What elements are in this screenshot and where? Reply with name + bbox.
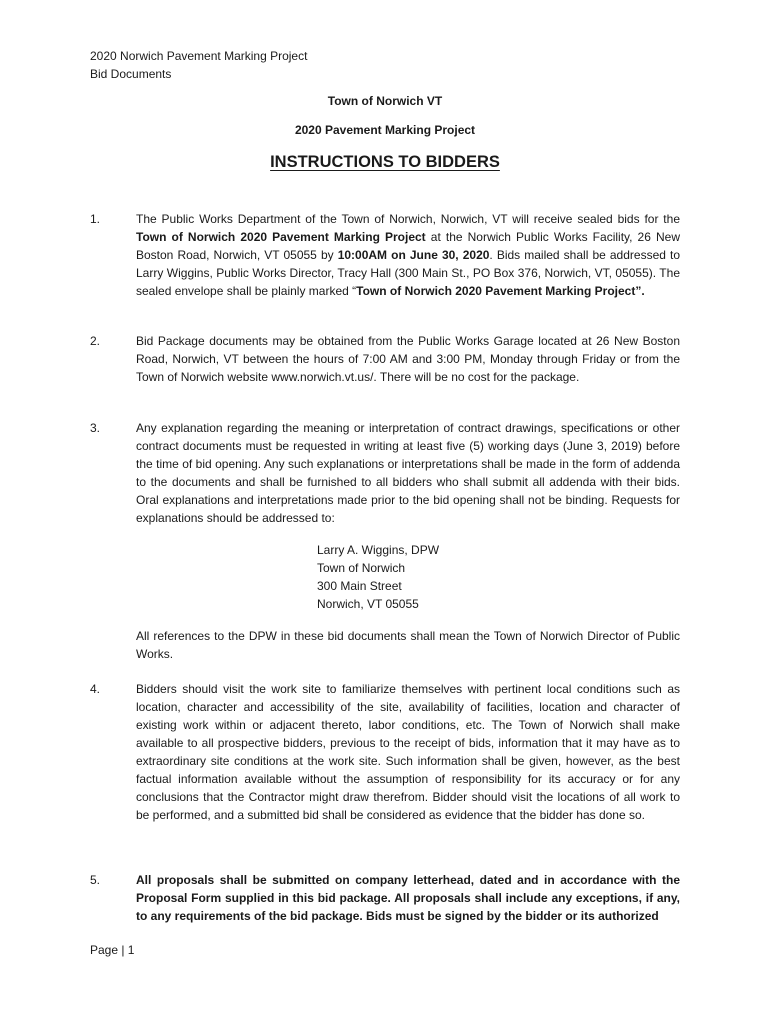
item-number: 5. xyxy=(90,873,101,887)
page-number: Page | 1 xyxy=(90,943,135,957)
text-run: at the Norwich Public Works Facility, 26 New Boston Road, Norwich, VT 05055 by xyxy=(136,230,680,262)
item-text xyxy=(136,210,680,300)
item-text: All proposals shall be submitted on company letterhead, dated and in accordance with the Proposal Form supplied in this bid package. All proposals shall include any exceptions, if any, to any requirements of the bid package. Bids must be signed by the bidder or its authorized xyxy=(136,873,680,923)
title-org: Town of Norwich VT xyxy=(327,94,443,108)
bold-envelope-marking: Town of Norwich 2020 Pavement Marking Project”. xyxy=(356,284,645,298)
header-project-line: 2020 Norwich Pavement Marking Project xyxy=(90,49,308,63)
text-run: The Public Works Department of the Town of Norwich, Norwich, VT will receive sealed bids for the xyxy=(136,212,680,226)
bold-deadline: 10:00AM on June 30, 2020 xyxy=(337,248,490,262)
address-line: Norwich, VT 05055 xyxy=(317,597,419,611)
item-number: 2. xyxy=(90,334,101,348)
running-header xyxy=(90,47,307,83)
item-text: Bid Package documents may be obtained from the Public Works Garage located at 26 New Boston Road, Norwich, VT between the hours of 7:00 AM and 3:00 PM, Monday through Friday or from the Town of Norwich website www.norwich.vt.us/. There will be no cost for the package. xyxy=(136,334,680,384)
item-number: 4. xyxy=(90,682,101,696)
title-project: 2020 Pavement Marking Project xyxy=(294,123,476,137)
item-text: Any explanation regarding the meaning or interpretation of contract drawings, specifications or other contract documents must be requested in writing at least five (5) working days (June 3, 2019) before the time of bid opening. Any such explanations or interpretations shall be made in the form of addenda to the documents and shall be furnished to all bidders who shall submit all addenda with their bids. Oral explanations and interpretations made prior to the bid opening shall not be binding. Requests for explanations should be addressed to: xyxy=(136,421,680,525)
item-number: 1. xyxy=(90,212,101,226)
item-text: Bidders should visit the work site to familiarize themselves with pertinent local conditions such as location, character and accessibility of the site, availability of facilities, location and character of existing work within or adjacent thereto, labor conditions, etc. The Town of Norwich shall make available to all prospective bidders, previous to the receipt of bids, information that it may have as to extraordinary site conditions at the work site. Such information shall be given, however, as the best factual information available without the assumption of responsibility for its accuracy or for any conclusions that the Contractor might draw therefrom. Bidder should visit the locations of all work to be performed, and a submitted bid shall be considered as evidence that the bidder has done so. xyxy=(136,682,680,822)
address-line: Town of Norwich xyxy=(317,561,406,575)
bold-project-name: Town of Norwich 2020 Pavement Marking Project xyxy=(136,230,426,244)
text-run: . Bids mailed shall be addressed to Larry Wiggins, Public Works Director, Tracy Hall (300 Main St., PO Box 376, Norwich, VT, 05055). The sealed envelope shall be plainly marked “ xyxy=(136,248,680,298)
address-line: 300 Main Street xyxy=(317,579,402,593)
address-line: Larry A. Wiggins, DPW xyxy=(317,543,440,557)
contact-address-block xyxy=(317,541,439,613)
item-number: 3. xyxy=(90,421,101,435)
item-text: All references to the DPW in these bid documents shall mean the Town of Norwich Director of Public Works. xyxy=(136,629,680,661)
page-heading: INSTRUCTIONS TO BIDDERS xyxy=(270,153,500,171)
header-doc-line: Bid Documents xyxy=(90,67,172,81)
